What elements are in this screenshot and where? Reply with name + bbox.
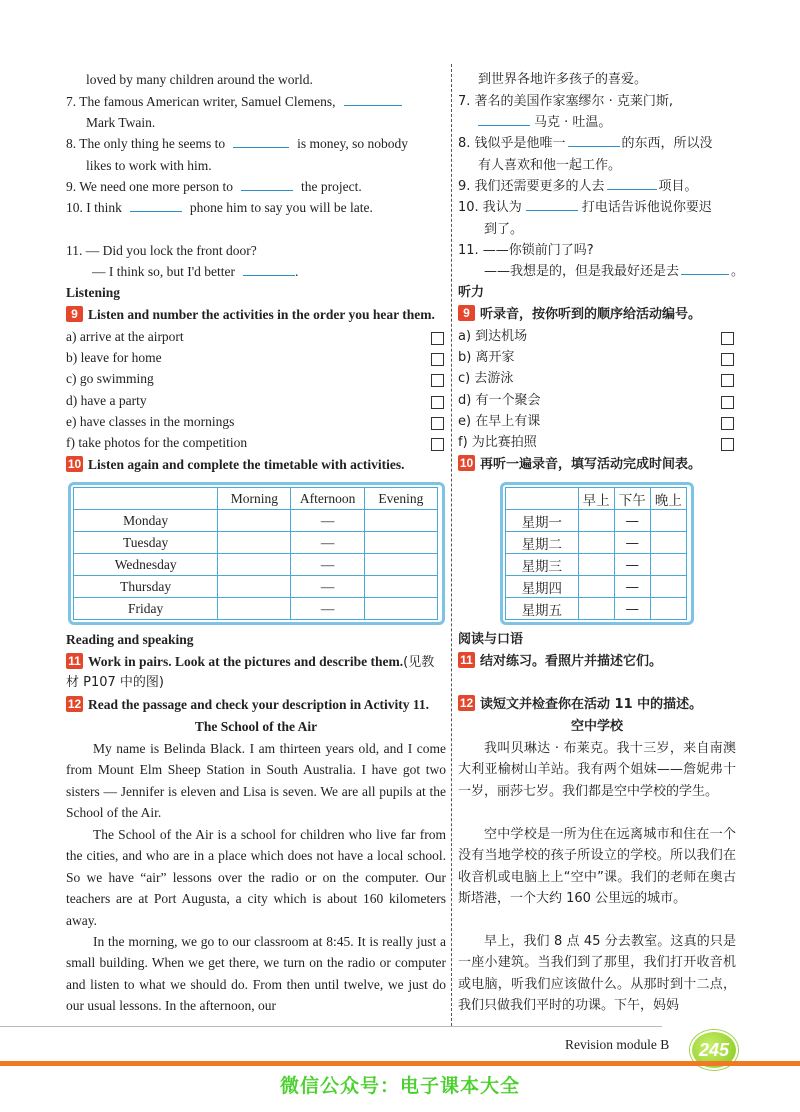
exercise-10-instruction-cn xyxy=(458,455,701,475)
answer-cell[interactable] xyxy=(218,576,291,598)
right-q9-post: 项目。 xyxy=(658,179,698,194)
left-q7-text: 7. The famous American writer, Samuel Clemens, xyxy=(66,94,336,109)
exercise-12-title-cn: 读短文并检查你在活动 11 中的描述。 xyxy=(480,697,703,712)
activity-checkbox[interactable] xyxy=(721,374,734,387)
exercise-number-badge: 9 xyxy=(66,306,83,322)
answer-cell[interactable] xyxy=(578,554,614,576)
timetable-row xyxy=(506,510,687,532)
answer-cell[interactable] xyxy=(364,532,437,554)
left-line-0: loved by many children around the world. xyxy=(86,72,313,87)
left-q9 xyxy=(66,177,362,197)
right-q10 xyxy=(458,198,712,218)
answer-cell[interactable] xyxy=(578,576,614,598)
exercise-11-instruction xyxy=(66,652,434,673)
answer-cell[interactable] xyxy=(650,576,686,598)
activity-checkbox[interactable] xyxy=(431,332,444,345)
activity-checkbox[interactable] xyxy=(431,374,444,387)
answer-cell[interactable] xyxy=(650,598,686,620)
activity-checkbox[interactable] xyxy=(721,417,734,430)
column-divider xyxy=(451,64,452,1026)
module-name: Revision module B xyxy=(565,1037,670,1052)
activity-item: d) have a party xyxy=(66,393,147,408)
exercise-number-badge: 10 xyxy=(67,457,82,471)
reading-heading-cn: 阅读与口语 xyxy=(458,632,524,647)
day-cell: Monday xyxy=(74,510,218,532)
activity-item: f) take photos for the competition xyxy=(66,435,248,450)
exercise-12-instruction-cn xyxy=(458,695,702,715)
answer-blank[interactable] xyxy=(568,134,620,147)
answer-cell[interactable] xyxy=(364,554,437,576)
activity-checkbox[interactable] xyxy=(721,332,734,345)
answer-cell[interactable] xyxy=(364,598,437,620)
exercise-9-instruction-cn xyxy=(458,305,701,325)
left-q10-pre: 10. I think xyxy=(66,200,122,215)
left-q7 xyxy=(66,92,402,112)
exercise-11-note-cont: 材 P107 中的图) xyxy=(66,675,164,690)
timetable-row xyxy=(506,598,687,620)
answer-cell[interactable] xyxy=(650,554,686,576)
passage-paragraph-1-cn: 我叫贝琳达 · 布莱克。我十三岁，来自南澳大利亚榆树山羊站。我有两个姐妹——詹妮弗十一岁，丽莎七岁。我们都是空中学校的学生。 xyxy=(458,741,736,799)
timetable-header-row xyxy=(506,488,687,510)
right-q7: 7. 著名的美国作家塞缪尔 · 克莱门斯, xyxy=(458,94,674,109)
day-cell: 星期二 xyxy=(506,532,579,554)
right-q9 xyxy=(458,177,698,197)
timetable-header-cell xyxy=(74,488,218,510)
left-q8 xyxy=(66,134,408,154)
passage-paragraph-3-cn: 早上，我们 8 点 45 分去教室。这真的只是一座小建筑。当我们到了那里，我们打开收音机或电脑，听我们应该做什么。从那时到十二点，我们只做我们平时的功课。下午，妈妈 xyxy=(458,934,736,1014)
dash-cell: — xyxy=(614,598,650,620)
answer-cell[interactable] xyxy=(218,510,291,532)
left-q11-pre: — I think so, but I'd better xyxy=(92,264,236,279)
exercise-number-badge: 10 xyxy=(459,456,474,470)
left-q11-post: . xyxy=(295,264,299,279)
answer-cell[interactable] xyxy=(650,532,686,554)
dash-cell: — xyxy=(614,576,650,598)
activity-checkbox[interactable] xyxy=(431,438,444,451)
answer-cell[interactable] xyxy=(578,598,614,620)
activity-checkbox[interactable] xyxy=(431,353,444,366)
answer-cell[interactable] xyxy=(650,510,686,532)
timetable-row xyxy=(74,598,438,620)
exercise-10-title-cn: 再听一遍录音，填写活动完成时间表。 xyxy=(480,457,702,472)
right-q10-cont: 到了。 xyxy=(484,222,524,237)
activity-item-cn: a) 到达机场 xyxy=(458,329,528,344)
reading-heading: Reading and speaking xyxy=(66,632,194,647)
activity-item-cn: e) 在早上有课 xyxy=(458,414,541,429)
answer-blank[interactable] xyxy=(681,262,729,275)
activity-item-cn: d) 有一个聚会 xyxy=(458,393,541,408)
timetable-cn xyxy=(505,487,687,620)
left-q7-cont: Mark Twain. xyxy=(86,115,156,130)
timetable-header-cell: Afternoon xyxy=(291,488,364,510)
timetable-header-cell: 早上 xyxy=(578,488,614,510)
exercise-12-instruction xyxy=(66,695,429,715)
timetable-header-cell: Evening xyxy=(364,488,437,510)
exercise-9-instruction xyxy=(66,305,435,325)
passage-title: The School of the Air xyxy=(194,719,318,734)
right-q7-cont xyxy=(478,113,611,133)
timetable-header-cell: Morning xyxy=(218,488,291,510)
timetable-row xyxy=(74,532,438,554)
answer-blank[interactable] xyxy=(233,135,289,148)
answer-cell[interactable] xyxy=(578,532,614,554)
activity-checkbox[interactable] xyxy=(431,417,444,430)
page-number: 245 xyxy=(690,1030,738,1070)
listening-heading: Listening xyxy=(66,285,121,300)
activity-item: b) leave for home xyxy=(66,350,162,365)
timetable-row xyxy=(506,576,687,598)
right-q7-post: 马克 · 吐温。 xyxy=(534,115,612,130)
timetable-row xyxy=(506,532,687,554)
dash-cell: — xyxy=(291,532,364,554)
exercise-number-badge: 12 xyxy=(67,697,82,711)
answer-blank[interactable] xyxy=(526,198,578,211)
passage-title-cn: 空中学校 xyxy=(570,719,623,734)
right-q8-cont: 有人喜欢和他一起工作。 xyxy=(478,158,622,173)
exercise-number-badge: 11 xyxy=(66,653,83,669)
activity-item-cn: b) 离开家 xyxy=(458,350,515,365)
activity-item: e) have classes in the mornings xyxy=(66,414,235,429)
left-q11-reply xyxy=(92,262,298,282)
day-cell: 星期五 xyxy=(506,598,579,620)
answer-blank[interactable] xyxy=(241,178,293,191)
answer-cell[interactable] xyxy=(218,554,291,576)
day-cell: 星期三 xyxy=(506,554,579,576)
day-cell: Friday xyxy=(74,598,218,620)
listening-heading-cn: 听力 xyxy=(458,285,485,300)
timetable-header-cell xyxy=(506,488,579,510)
watermark-text: 微信公众号：电子课本大全 xyxy=(279,1075,520,1097)
dash-cell: — xyxy=(614,554,650,576)
exercise-11-instruction-cn xyxy=(458,652,662,672)
right-q8 xyxy=(458,134,713,154)
activity-item-cn: f) 为比赛拍照 xyxy=(458,435,537,450)
exercise-11-title-cn: 结对练习。看照片并描述它们。 xyxy=(480,654,663,669)
right-q10-pre: 10. 我认为 xyxy=(458,200,522,215)
dash-cell: — xyxy=(291,576,364,598)
left-q10 xyxy=(66,198,373,218)
day-cell: 星期一 xyxy=(506,510,579,532)
answer-cell[interactable] xyxy=(578,510,614,532)
passage-paragraph-2-cn: 空中学校是一所为住在远离城市和住在一个没有当地学校的孩子所设立的学校。所以我们在收音机或电脑上上“空中”课。我们的老师在奥古斯塔港，一个大约 160 公里远的城市。 xyxy=(458,827,736,907)
activity-item-cn: c) 去游泳 xyxy=(458,371,514,386)
exercise-number-badge: 12 xyxy=(459,696,474,710)
exercise-9-title: Listen and number the activities in the order you hear them. xyxy=(88,307,435,322)
answer-blank[interactable] xyxy=(243,263,295,276)
answer-blank[interactable] xyxy=(607,177,657,190)
right-q9-pre: 9. 我们还需要更多的人去 xyxy=(458,179,605,194)
passage-paragraph-3: In the morning, we go to our classroom at 8:45. It is really just a small building. When we get there, we turn on the radio or computer and listen to what we should do. From then until twelve, we just do our usual lessons. In the afternoon, our xyxy=(66,934,446,1014)
timetable-header-row xyxy=(74,488,438,510)
answer-cell[interactable] xyxy=(218,598,291,620)
left-q8-pre: 8. The only thing he seems to xyxy=(66,136,226,151)
activity-checkbox[interactable] xyxy=(721,353,734,366)
left-q11: 11. — Did you lock the front door? xyxy=(66,243,257,258)
left-q8-cont: likes to work with him. xyxy=(86,158,212,173)
right-q10-post: 打电话告诉他说你要迟 xyxy=(581,200,712,215)
day-cell: 星期四 xyxy=(506,576,579,598)
timetable xyxy=(73,487,438,620)
day-cell: Wednesday xyxy=(74,554,218,576)
day-cell: Thursday xyxy=(74,576,218,598)
right-q8-pre: 8. 钱似乎是他唯一 xyxy=(458,136,566,151)
activity-item: c) go swimming xyxy=(66,371,154,386)
exercise-12-title: Read the passage and check your description in Activity 11. xyxy=(88,697,430,712)
footer-bar xyxy=(0,1061,800,1066)
timetable-row xyxy=(74,576,438,598)
activity-checkbox[interactable] xyxy=(721,396,734,409)
dash-cell: — xyxy=(614,532,650,554)
exercise-11-title: Work in pairs. Look at the pictures and describe them. xyxy=(88,654,404,669)
left-q9-post: the project. xyxy=(301,179,362,194)
exercise-number-badge: 9 xyxy=(458,305,475,321)
passage-paragraph-1: My name is Belinda Black. I am thirteen years old, and I come from Mount Elm Sheep Station in South Australia. I have got two sisters — Jennifer is eleven and Lisa is seven. We are all pupils at the School of the Air. xyxy=(66,741,446,821)
activity-checkbox[interactable] xyxy=(721,438,734,451)
left-q8-post: is money, so nobody xyxy=(297,136,408,151)
answer-cell[interactable] xyxy=(218,532,291,554)
right-q11-pre: ——我想是的，但是我最好还是去 xyxy=(484,264,680,279)
timetable-header-cell: 下午 xyxy=(614,488,650,510)
dash-cell: — xyxy=(614,510,650,532)
right-line-0: 到世界各地许多孩子的喜爱。 xyxy=(478,72,648,87)
day-cell: Tuesday xyxy=(74,532,218,554)
left-q10-post: phone him to say you will be late. xyxy=(189,200,373,215)
answer-blank[interactable] xyxy=(344,93,402,106)
right-q8-post: 的东西，所以没 xyxy=(621,136,713,151)
dash-cell: — xyxy=(291,554,364,576)
timetable-header-cell: 晚上 xyxy=(650,488,686,510)
footer-rule xyxy=(0,1026,662,1027)
exercise-10-instruction xyxy=(66,455,404,475)
dash-cell: — xyxy=(291,598,364,620)
exercise-9-title-cn: 听录音，按你听到的顺序给活动编号。 xyxy=(480,307,702,322)
timetable-row xyxy=(74,554,438,576)
answer-blank[interactable] xyxy=(478,113,530,126)
answer-blank[interactable] xyxy=(130,199,182,212)
answer-cell[interactable] xyxy=(364,510,437,532)
right-q11-reply xyxy=(484,262,744,282)
timetable-row xyxy=(506,554,687,576)
timetable-row xyxy=(74,510,438,532)
exercise-11-note: (见教 xyxy=(403,655,435,670)
left-q9-pre: 9. We need one more person to xyxy=(66,179,233,194)
passage-paragraph-2: The School of the Air is a school for children who live far from the cities, and who are in a place which does not have a local school. So we have “air” lessons over the radio or on the computer. Our teachers are at Port Augusta, a city which is about 160 kilometers away. xyxy=(66,827,446,928)
exercise-10-title: Listen again and complete the timetable with activities. xyxy=(88,457,405,472)
activity-checkbox[interactable] xyxy=(431,396,444,409)
dash-cell: — xyxy=(291,510,364,532)
right-q11-post: 。 xyxy=(731,264,745,279)
right-q11: 11. ——你锁前门了吗? xyxy=(458,243,594,258)
exercise-number-badge: 11 xyxy=(458,652,475,668)
activity-item: a) arrive at the airport xyxy=(66,329,184,344)
answer-cell[interactable] xyxy=(364,576,437,598)
